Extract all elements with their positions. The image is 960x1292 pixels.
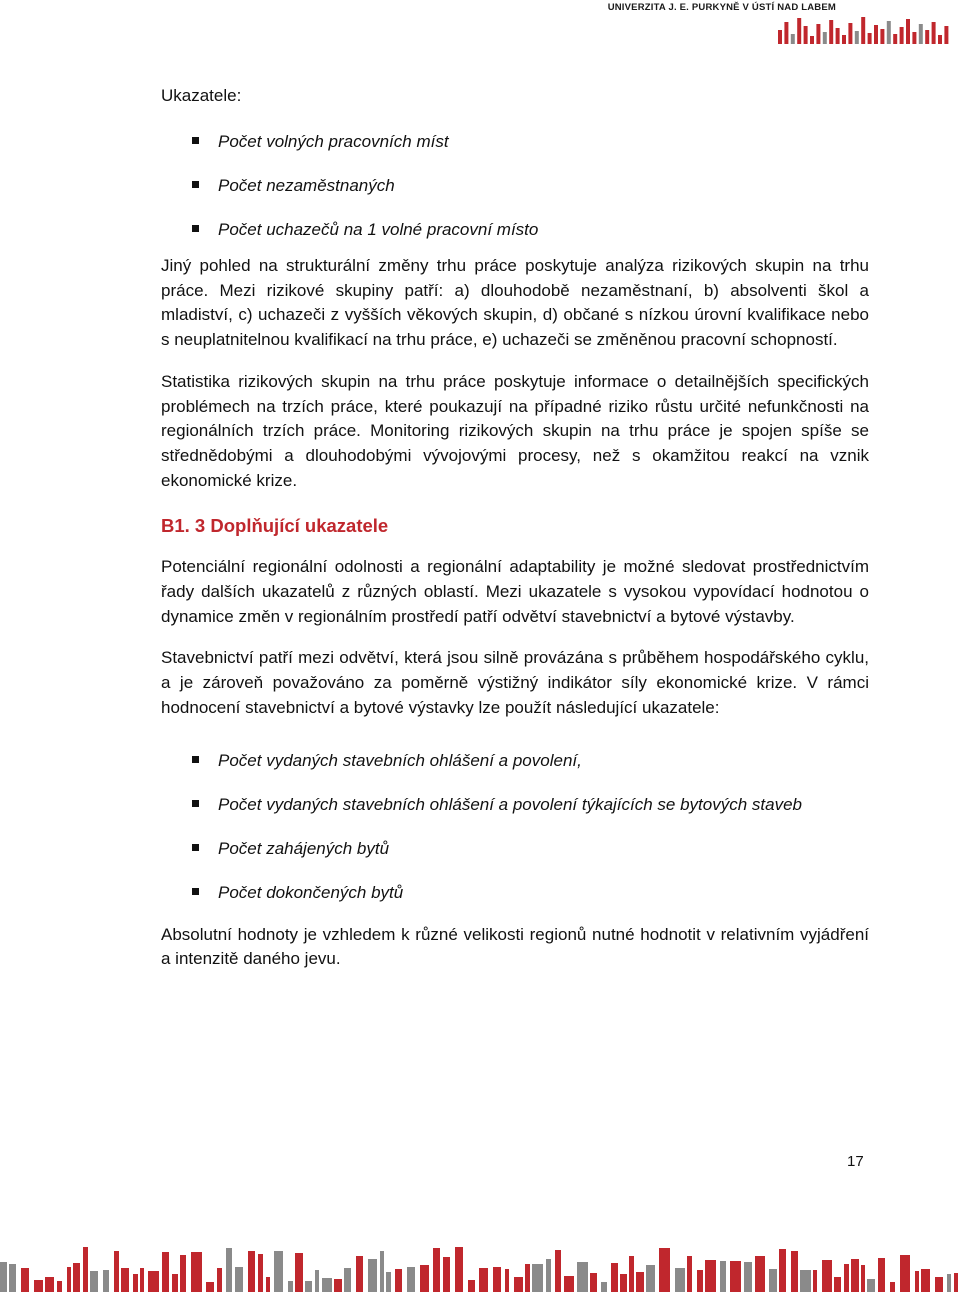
footer-bar bbox=[493, 1267, 501, 1292]
footer-bar bbox=[822, 1260, 832, 1292]
list-item: Počet dokončených bytů bbox=[161, 881, 869, 905]
footer-bar bbox=[890, 1282, 895, 1292]
footer-bar bbox=[601, 1282, 607, 1292]
footer-bar bbox=[769, 1269, 777, 1292]
logo-bars-graphic bbox=[778, 16, 953, 44]
footer-bar bbox=[590, 1273, 597, 1292]
footer-bar bbox=[73, 1263, 80, 1292]
logo-bar bbox=[938, 35, 942, 44]
logo-bar bbox=[906, 19, 910, 44]
footer-bar bbox=[114, 1251, 119, 1292]
footer-bar bbox=[386, 1272, 391, 1292]
footer-bar bbox=[226, 1248, 232, 1292]
list-item: Počet zahájených bytů bbox=[161, 837, 869, 861]
logo-bar bbox=[880, 29, 884, 44]
logo-bar bbox=[797, 18, 801, 44]
list-item: Počet nezaměstnaných bbox=[161, 174, 869, 198]
footer-bar bbox=[315, 1270, 319, 1292]
footer-bar bbox=[611, 1263, 618, 1292]
footer-bar bbox=[935, 1277, 943, 1292]
footer-bar bbox=[140, 1268, 144, 1292]
footer-bar bbox=[443, 1257, 450, 1292]
footer-bar bbox=[21, 1268, 29, 1292]
footer-bar bbox=[564, 1276, 574, 1292]
footer-bar bbox=[380, 1251, 384, 1292]
footer-bar bbox=[0, 1262, 7, 1292]
footer-bar bbox=[407, 1267, 415, 1292]
footer-bar bbox=[258, 1254, 263, 1292]
footer-bar bbox=[659, 1248, 670, 1292]
footer-bar bbox=[305, 1281, 312, 1292]
logo-bar bbox=[791, 34, 795, 44]
footer-bar bbox=[629, 1256, 634, 1292]
footer-bar bbox=[248, 1251, 255, 1292]
logo-bar bbox=[912, 32, 916, 44]
footer-bar bbox=[636, 1272, 644, 1292]
logo-bar bbox=[925, 30, 929, 44]
resilience-paragraph: Potenciální regionální odolnosti a regionální adaptability je možné sledovat prostřednictvím řady dalších ukazatelů z různých oblastí. Mezi ukazatele s vysokou vypovídací hodnotou o dynamice změn v regionálním prostředí patří odvětví stavebnictví a bytové výstavby. bbox=[161, 557, 869, 626]
logo-bar bbox=[893, 34, 897, 44]
footer-bar bbox=[800, 1270, 811, 1292]
footer-bar bbox=[867, 1279, 875, 1292]
footer-bar bbox=[133, 1274, 138, 1292]
logo-bar bbox=[823, 32, 827, 44]
footer-bar bbox=[687, 1256, 692, 1292]
footer-bar bbox=[954, 1273, 958, 1292]
logo-bar bbox=[784, 22, 788, 44]
footer-bar bbox=[851, 1259, 859, 1292]
bullet-square-icon bbox=[192, 756, 199, 763]
footer-bar bbox=[921, 1269, 930, 1292]
footer-bar bbox=[344, 1268, 351, 1292]
footer-bar bbox=[915, 1271, 919, 1292]
list-item: Počet vydaných stavebních ohlášení a povolení týkajících se bytových staveb bbox=[161, 793, 869, 817]
footer-bar bbox=[779, 1249, 786, 1292]
footer-bar bbox=[844, 1264, 849, 1292]
footer-bar bbox=[172, 1274, 178, 1292]
footer-bar bbox=[162, 1252, 169, 1292]
footer-bar bbox=[861, 1265, 865, 1292]
footer-bar bbox=[57, 1281, 62, 1292]
footer-bar bbox=[217, 1268, 222, 1292]
indicator-list bbox=[161, 130, 869, 242]
footer-bar bbox=[514, 1277, 523, 1292]
bullet-square-icon bbox=[192, 225, 199, 232]
footer-bar bbox=[705, 1260, 716, 1292]
footer-bar bbox=[9, 1264, 16, 1292]
absolute-values-paragraph: Absolutní hodnoty je vzhledem k různé velikosti regionů nutné hodnotit v relativním vyjádření a intenzitě daného jevu. bbox=[161, 924, 869, 969]
footer-bar bbox=[791, 1251, 798, 1292]
footer-bar bbox=[730, 1261, 741, 1292]
footer-bar bbox=[697, 1270, 703, 1292]
footer-bar bbox=[90, 1271, 98, 1292]
footer-bar bbox=[947, 1274, 951, 1292]
logo-bar bbox=[829, 20, 833, 44]
bullet-square-icon bbox=[192, 844, 199, 851]
risk-groups-paragraph: Jiný pohled na strukturální změny trhu práce poskytuje analýza rizikových skupin na trhu práce. Mezi rizikové skupiny patří: a) dlouhodobě nezaměstnaní, b) absolventi škol a mladiství, c) uchazeči z vyšších věkových skupin, d) občané s nízkou úrovní kvalifikace nebo s neuplatnitelnou kvalifikací na trhu práce, e) uchazeči se změněnou pracovní schopností. bbox=[161, 256, 869, 350]
footer-bar bbox=[900, 1255, 910, 1292]
footer-bar bbox=[274, 1251, 283, 1292]
footer-bar bbox=[455, 1247, 463, 1292]
footer-bar bbox=[468, 1280, 475, 1292]
footer-bar bbox=[744, 1262, 752, 1292]
construction-paragraph: Stavebnictví patří mezi odvětví, která jsou silně provázána s průběhem hospodářského cyklu, a je zároveň považováno za poměrně výstižný indikátor síly ekonomické krize. V rámci hodnocení stavebnictví a bytové výstavky lze použít následující ukazatele: bbox=[161, 648, 869, 717]
page-number: 17 bbox=[847, 1153, 864, 1170]
footer-bar bbox=[83, 1247, 88, 1292]
bullet-square-icon bbox=[192, 181, 199, 188]
logo-bar bbox=[836, 28, 840, 44]
construction-indicator-list bbox=[161, 749, 869, 905]
footer-bars-decoration bbox=[0, 1242, 960, 1292]
university-logo bbox=[607, 0, 960, 48]
footer-bar bbox=[288, 1281, 293, 1292]
logo-bar bbox=[944, 26, 948, 44]
footer-bar bbox=[433, 1248, 440, 1292]
footer-bar bbox=[577, 1262, 588, 1292]
logo-bar bbox=[810, 36, 814, 44]
footer-bar bbox=[266, 1277, 270, 1292]
footer-bar bbox=[620, 1274, 627, 1292]
footer-bar bbox=[121, 1268, 129, 1292]
footer-bar bbox=[206, 1282, 214, 1292]
logo-bar bbox=[855, 31, 859, 44]
footer-bar bbox=[720, 1261, 726, 1292]
bullet-square-icon bbox=[192, 888, 199, 895]
logo-bar bbox=[932, 22, 936, 44]
section-heading: B1. 3 Doplňující ukazatele bbox=[161, 515, 389, 537]
indicators-label: Ukazatele: bbox=[161, 86, 242, 105]
footer-bar bbox=[356, 1256, 363, 1292]
footer-bar bbox=[834, 1277, 841, 1292]
footer-bar bbox=[395, 1269, 402, 1292]
footer-bar bbox=[525, 1264, 530, 1292]
logo-bar bbox=[919, 24, 923, 44]
page-content bbox=[161, 86, 869, 989]
list-item: Počet uchazečů na 1 volné pracovní místo bbox=[161, 218, 869, 242]
footer-bar bbox=[45, 1277, 54, 1292]
footer-bar bbox=[546, 1259, 551, 1292]
logo-bar bbox=[848, 23, 852, 44]
logo-bar bbox=[778, 30, 782, 44]
university-name: UNIVERZITA J. E. PURKYNĚ V ÚSTÍ NAD LABEM bbox=[607, 2, 836, 13]
logo-bar bbox=[842, 35, 846, 44]
logo-bar bbox=[861, 17, 865, 44]
footer-bar bbox=[532, 1264, 543, 1292]
footer-bar bbox=[103, 1270, 109, 1292]
footer-bar bbox=[555, 1250, 561, 1292]
footer-bar bbox=[368, 1259, 377, 1292]
footer-bar bbox=[755, 1256, 765, 1292]
footer-bar bbox=[295, 1253, 303, 1292]
risk-statistics-paragraph: Statistika rizikových skupin na trhu práce poskytuje informace o detailnějších specifických problémech na trzích práce, které poukazují na případné riziko růstu určité nefunkčnosti na regionálních trzích práce. Monitoring rizikových skupin na trhu práce je spojen spíše se střednědobými a dlouhodobými vývojovými procesy, než s okamžitou reakcí na vznik ekonomické krize. bbox=[161, 371, 869, 490]
logo-bar bbox=[887, 21, 891, 44]
footer-bar bbox=[67, 1267, 71, 1292]
logo-bar bbox=[868, 33, 872, 44]
footer-bar bbox=[878, 1258, 885, 1292]
logo-bar bbox=[874, 25, 878, 44]
footer-bar bbox=[675, 1268, 685, 1292]
footer-bar bbox=[34, 1280, 43, 1292]
bullet-square-icon bbox=[192, 800, 199, 807]
logo-bar bbox=[816, 24, 820, 44]
bullet-square-icon bbox=[192, 137, 199, 144]
footer-bar bbox=[235, 1267, 243, 1292]
footer-bar bbox=[479, 1268, 488, 1292]
footer-bar bbox=[420, 1265, 429, 1292]
list-item: Počet vydaných stavebních ohlášení a povolení, bbox=[161, 749, 869, 773]
footer-bar bbox=[334, 1279, 342, 1292]
footer-bar bbox=[322, 1278, 332, 1292]
footer-bar bbox=[180, 1255, 186, 1292]
logo-bar bbox=[804, 26, 808, 44]
footer-bar bbox=[646, 1265, 655, 1292]
footer-bar bbox=[148, 1271, 159, 1292]
footer-bar bbox=[505, 1269, 509, 1292]
footer-bar bbox=[813, 1270, 817, 1292]
logo-bar bbox=[900, 27, 904, 44]
list-item: Počet volných pracovních míst bbox=[161, 130, 869, 154]
footer-bar bbox=[191, 1252, 202, 1292]
